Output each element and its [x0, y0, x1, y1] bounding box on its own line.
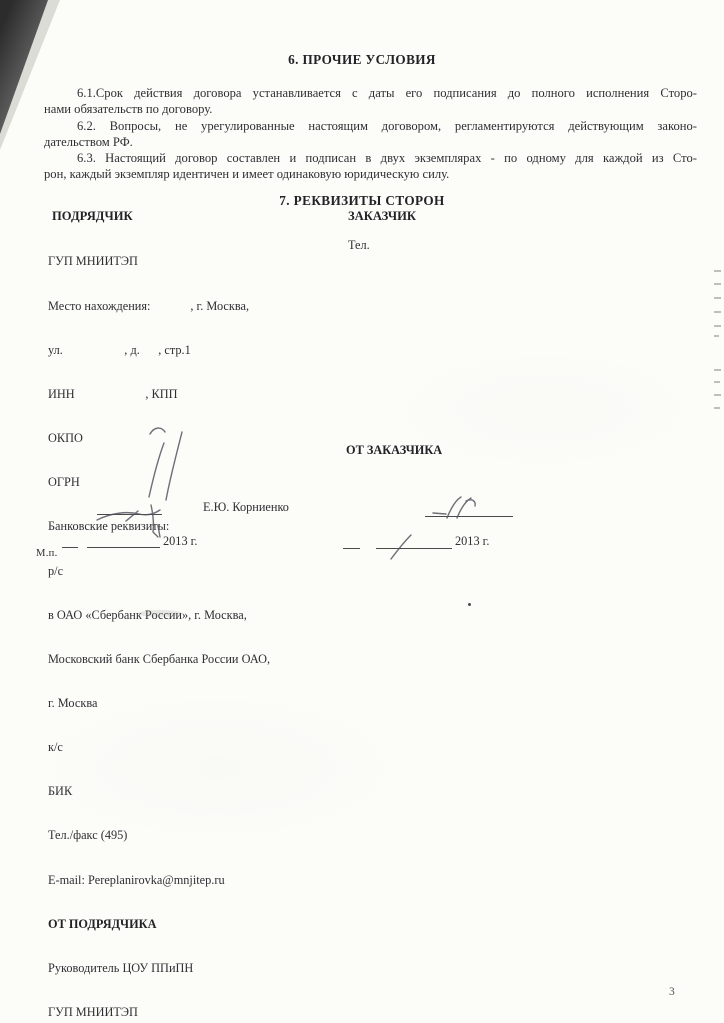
- scan-smudge: [138, 610, 182, 617]
- contractor-line: в ОАО «Сбербанк России», г. Москва,: [48, 607, 247, 622]
- scan-edge-mark: [714, 381, 720, 383]
- contractor-line: г. Москва: [48, 696, 98, 710]
- scan-edge-mark: [714, 335, 719, 337]
- contractor-line: ОГРН: [48, 475, 80, 490]
- paragraph-6-3-line2: рон, каждый экземпляр идентичен и имеет одинаковую юридическую силу.: [44, 167, 450, 182]
- contractor-line: ул. , д. , стр.1: [48, 342, 191, 357]
- section7-title: 7. РЕКВИЗИТЫ СТОРОН: [279, 193, 445, 208]
- customer-signature-scribble: [433, 513, 446, 514]
- contractor-date-month-line: [87, 547, 160, 548]
- contractor-line: Московский банк Сбербанка России ОАО,: [48, 651, 271, 666]
- contractor-signature-line: [97, 514, 162, 515]
- section6-paragraphs: [44, 85, 697, 183]
- scan-edge-mark: [714, 270, 721, 272]
- contractor-line: ГУП МНИИТЭП: [48, 254, 138, 269]
- contractor-column-header: ПОДРЯДЧИК: [52, 209, 133, 223]
- contractor-line: Банковские реквизиты:: [48, 519, 170, 534]
- customer-column-header: ЗАКАЗЧИК: [348, 209, 416, 223]
- contractor-line: Тел./факс (495): [48, 828, 128, 843]
- seal-place-mark: М.п.: [36, 548, 58, 559]
- customer-date-month-line: [376, 548, 452, 549]
- contractor-signatory-name: Е.Ю. Корниенко: [203, 500, 289, 514]
- contractor-details: [48, 225, 270, 1023]
- customer-date-slash: [391, 535, 411, 559]
- scan-edge-mark: [714, 283, 721, 285]
- contractor-date-year: 2013 г.: [163, 534, 198, 548]
- scan-edge-mark: [714, 311, 721, 313]
- scan-edge-mark: [714, 369, 721, 371]
- pen-stroke: [447, 497, 461, 518]
- section6-title: 6. ПРОЧИЕ УСЛОВИЯ: [288, 52, 436, 67]
- contractor-line: ОКПО: [48, 431, 83, 446]
- contractor-sign-heading: ОТ ПОДРЯДЧИКА: [48, 916, 157, 931]
- customer-date-year: 2013 г.: [455, 534, 490, 548]
- contractor-date-day-line: [62, 547, 78, 548]
- contractor-line: Место нахождения: , г. Москва,: [48, 298, 250, 313]
- page-number: 3: [669, 986, 675, 998]
- pen-stroke: [457, 498, 471, 518]
- contractor-role-line: Руководитель ЦОУ ППиПН: [48, 960, 194, 975]
- contractor-email-line: E-mail: Pereplanirovka@mnjitep.ru: [48, 872, 225, 887]
- paragraph-6-3-line1: 6.3. Настоящий договор составлен и подписан в двух экземплярах - по одному для каждой из Сто-: [77, 151, 697, 166]
- paragraph-6-2-line1: 6.2. Вопросы, не урегулированные настоящим договором, регламентируются действующим законо-: [77, 118, 697, 133]
- contractor-line: к/с: [48, 740, 63, 755]
- contractor-line: ИНН , КПП: [48, 386, 178, 401]
- scan-edge-mark: [714, 297, 721, 299]
- contractor-line: р/с: [48, 563, 64, 578]
- customer-tel-label: Тел.: [348, 238, 370, 252]
- scan-edge-mark: [714, 325, 721, 327]
- contractor-org-line: ГУП МНИИТЭП: [48, 1005, 138, 1020]
- customer-signature-line: [425, 516, 513, 517]
- contractor-line: БИК: [48, 784, 73, 799]
- customer-date-day-line: [343, 548, 360, 549]
- scan-edge-mark: [714, 394, 721, 396]
- scan-edge-mark: [714, 407, 720, 409]
- paragraph-6-1-line1: 6.1.Срок действия договора устанавливается с даты его подписания до полного исполнения Сторо-: [77, 86, 697, 100]
- paragraph-6-1-line2: нами обязательств по договору.: [44, 102, 213, 117]
- scan-speck: [468, 603, 471, 606]
- customer-sign-heading: ОТ ЗАКАЗЧИКА: [346, 443, 443, 457]
- paragraph-6-2-line2: дательством РФ.: [44, 134, 133, 149]
- pen-stroke: [466, 500, 475, 506]
